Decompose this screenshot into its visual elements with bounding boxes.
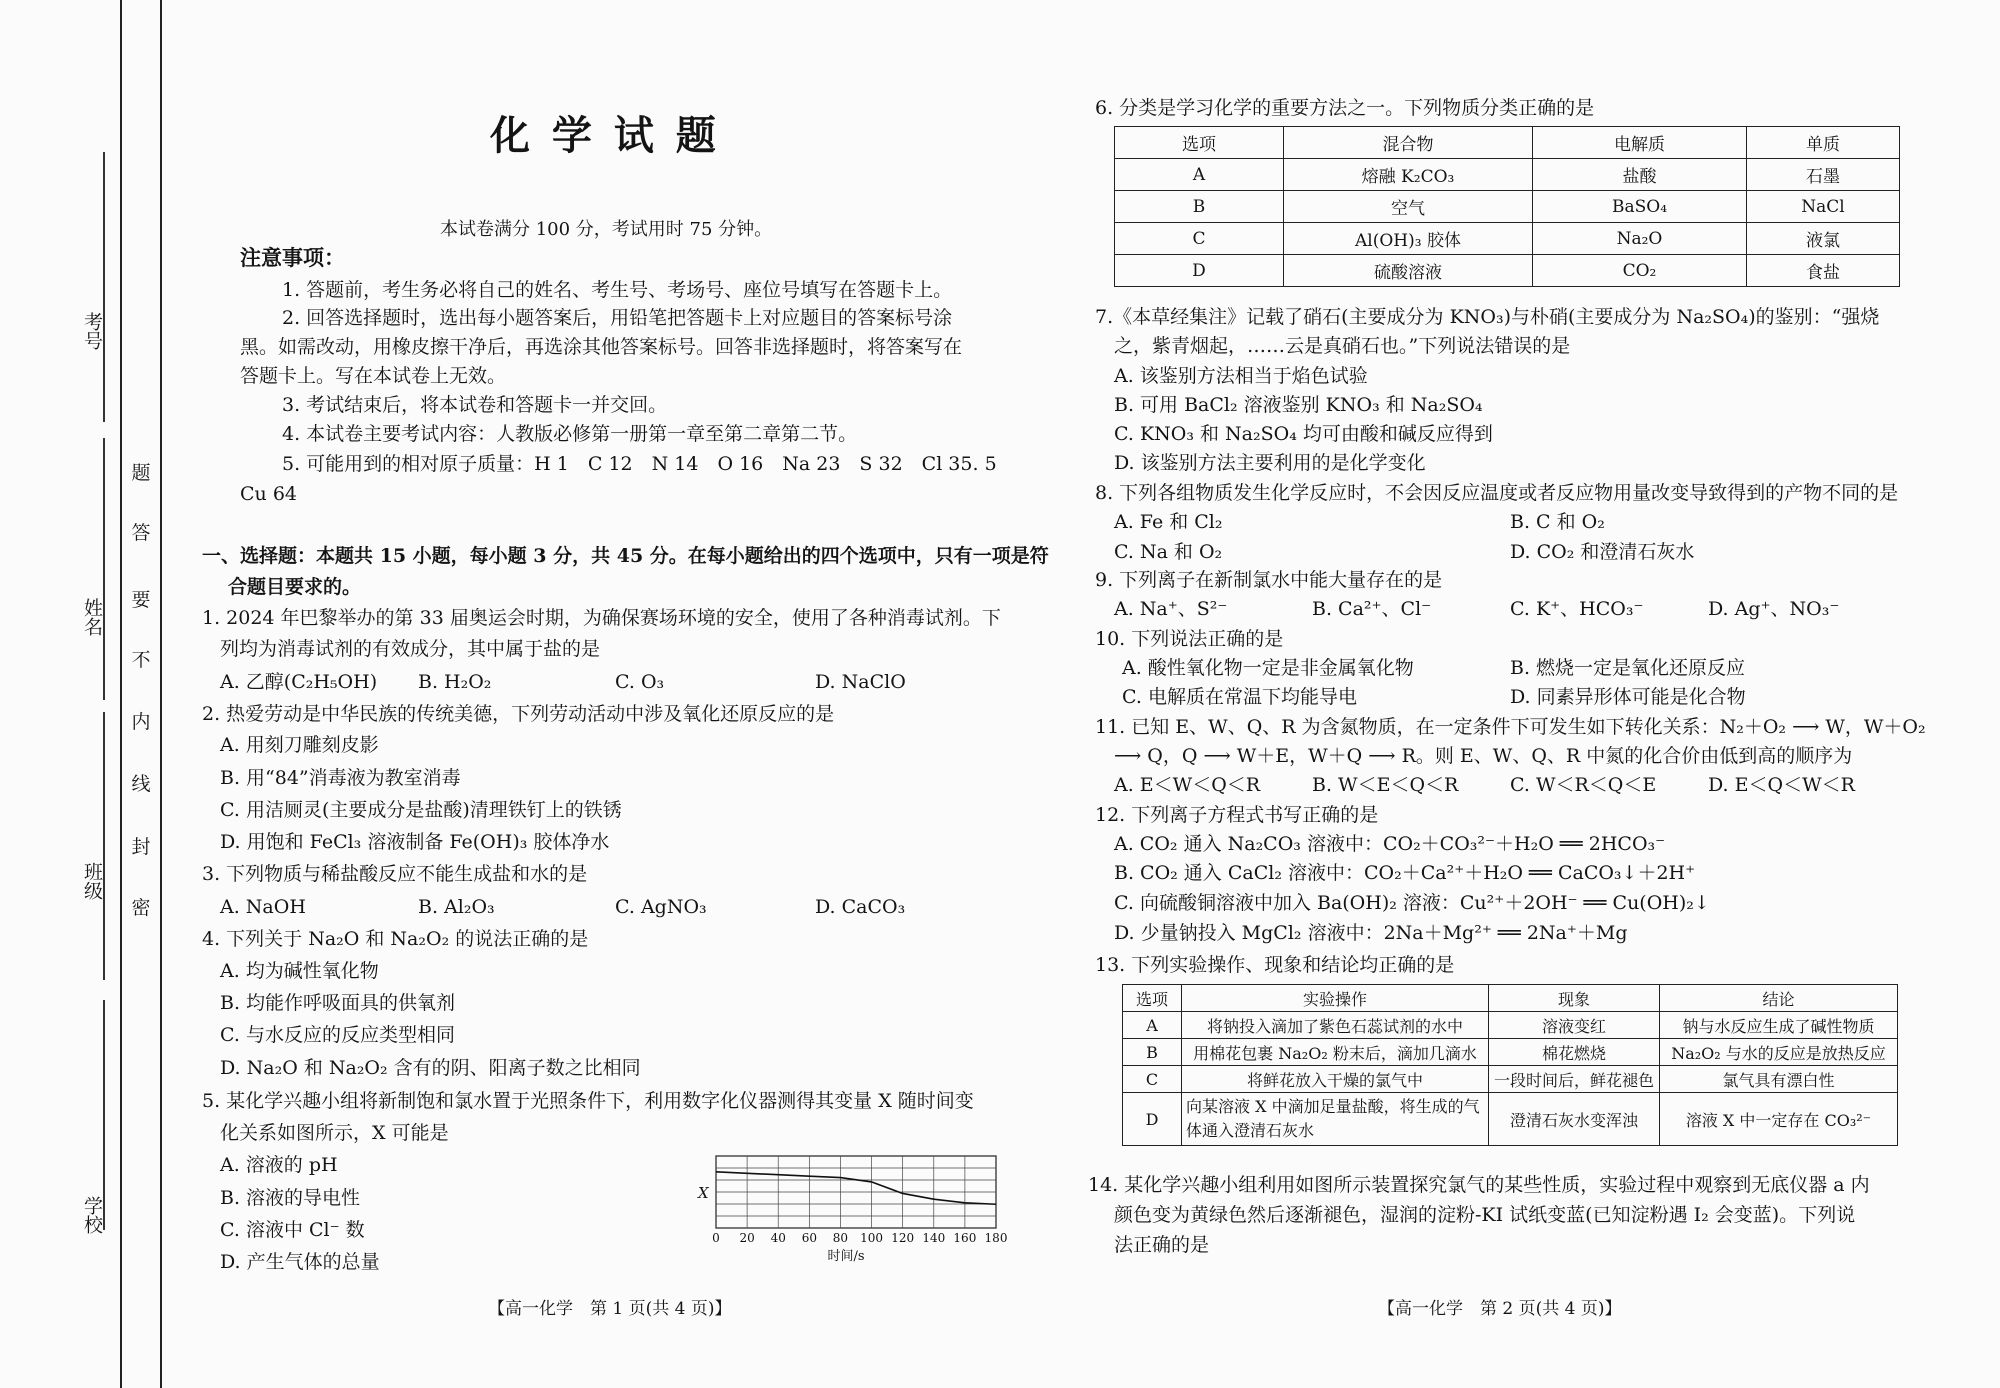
option: B. 可用 BaCl₂ 溶液鉴别 KNO₃ 和 Na₂SO₄ — [1114, 394, 1483, 416]
question-6: 6. 分类是学习化学的重要方法之一。下列物质分类正确的是 — [1095, 97, 1595, 119]
question-9: 9. 下列离子在新制氯水中能大量存在的是 — [1095, 569, 1443, 591]
seal-char: 线 — [131, 773, 151, 795]
option: A. CO₂ 通入 Na₂CO₃ 溶液中：CO₂＋CO₃²⁻＋H₂O ══ 2HCO₃⁻ — [1114, 833, 1666, 855]
x-time-chart — [690, 1148, 1010, 1264]
option: B. Al₂O₃ — [418, 896, 495, 918]
chart-series-line — [716, 1172, 996, 1204]
notice-line: Cu 64 — [240, 483, 297, 505]
question-14: 14. 某化学兴趣小组利用如图所示装置探究氯气的某些性质，实验过程中观察到无底仪器 a 内 — [1088, 1174, 1870, 1196]
xingming-line — [103, 438, 105, 700]
chart-tick-label: 20 — [739, 1231, 755, 1245]
notice-line: 1. 答题前，考生务必将自己的姓名、考生号、考场号、座位号填写在答题卡上。 — [282, 279, 953, 301]
question-8: 8. 下列各组物质发生化学反应时，不会因反应温度或者反应物用量改变导致得到的产物不同的是 — [1095, 482, 1899, 504]
chart-tick-label: 40 — [770, 1231, 786, 1245]
option: B. 溶液的导电性 — [220, 1187, 361, 1209]
question-4: 4. 下列关于 Na₂O 和 Na₂O₂ 的说法正确的是 — [202, 928, 589, 950]
table-cell: 食盐 — [1747, 255, 1900, 287]
table-header: 单质 — [1747, 127, 1900, 159]
table-cell: 澄清石灰水变浑浊 — [1489, 1093, 1660, 1146]
kaohao-label: 考号 — [81, 312, 103, 350]
table-cell: 将鲜花放入干燥的氯气中 — [1182, 1066, 1489, 1093]
chart-tick-label: 120 — [891, 1231, 915, 1245]
table-header-row — [1123, 985, 1898, 1012]
table-cell: 用棉花包裹 Na₂O₂ 粉末后，滴加几滴水 — [1182, 1039, 1489, 1066]
option: D. CO₂ 和澄清石灰水 — [1510, 541, 1695, 563]
table-row — [1115, 191, 1900, 223]
option: D. 少量钠投入 MgCl₂ 溶液中：2Na＋Mg²⁺ ══ 2Na⁺＋Mg — [1114, 922, 1628, 944]
question-7: 之，紫青烟起，……云是真硝石也。”下列说法错误的是 — [1114, 335, 1571, 357]
table-header: 结论 — [1660, 985, 1898, 1012]
table-cell: D — [1115, 255, 1284, 287]
table-header-row — [1115, 127, 1900, 159]
table-row — [1115, 223, 1900, 255]
option: B. H₂O₂ — [418, 671, 492, 693]
option: D. Na₂O 和 Na₂O₂ 含有的阴、阳离子数之比相同 — [220, 1057, 641, 1079]
table-row — [1115, 255, 1900, 287]
kaohao-line — [103, 152, 105, 422]
option: A. Fe 和 Cl₂ — [1114, 511, 1223, 533]
table-cell: 硫酸溶液 — [1284, 255, 1533, 287]
option: B. 用“84”消毒液为教室消毒 — [220, 767, 461, 789]
exam-info: 本试卷满分 100 分，考试用时 75 分钟。 — [440, 219, 773, 240]
option: A. NaOH — [220, 896, 306, 918]
table-cell: C — [1123, 1066, 1182, 1093]
experiment-table — [1122, 984, 1898, 1146]
seal-char: 内 — [131, 711, 151, 733]
page-footer: 【高一化学 第 2 页(共 4 页)】 — [1378, 1299, 1622, 1319]
question-5: 5. 某化学兴趣小组将新制饱和氯水置于光照条件下，利用数字化仪器测得其变量 X 随时间变 — [202, 1090, 974, 1112]
question-2: 2. 热爱劳动是中华民族的传统美德，下列劳动活动中涉及氧化还原反应的是 — [202, 703, 835, 725]
chart-tick-label: 160 — [953, 1231, 977, 1245]
page-footer: 【高一化学 第 1 页(共 4 页)】 — [488, 1299, 732, 1319]
option: A. E＜W＜Q＜R — [1114, 774, 1261, 796]
option: C. 溶液中 Cl⁻ 数 — [220, 1219, 365, 1241]
seal-char: 题 — [131, 462, 151, 484]
table-cell: 空气 — [1284, 191, 1533, 223]
option: B. 均能作呼吸面具的供氧剂 — [220, 992, 456, 1014]
option: D. 产生气体的总量 — [220, 1251, 380, 1273]
notice-line: 4. 本试卷主要考试内容：人教版必修第一册第一章至第二章第二节。 — [282, 423, 858, 445]
chart-y-label: X — [698, 1184, 709, 1202]
notice-line: 黑。如需改动，用橡皮擦干净后，再选涂其他答案标号。回答非选择题时，将答案写在 — [240, 336, 963, 358]
option: D. 同素异形体可能是化合物 — [1510, 686, 1746, 708]
question-10: 10. 下列说法正确的是 — [1095, 628, 1284, 650]
question-11: 11. 已知 E、W、Q、R 为含氮物质，在一定条件下可发生如下转化关系：N₂＋O₂ ⟶ W，W＋O₂ — [1095, 716, 1926, 738]
table-cell: 溶液变红 — [1489, 1012, 1660, 1039]
section-heading: 合题目要求的。 — [228, 576, 362, 598]
option: A. 乙醇(C₂H₅OH) — [220, 671, 378, 693]
notice-heading: 注意事项： — [240, 245, 345, 270]
table-row — [1123, 1039, 1898, 1066]
option: B. W＜E＜Q＜R — [1312, 774, 1459, 796]
table-cell: D — [1123, 1093, 1182, 1146]
chart-tick-label: 60 — [801, 1231, 817, 1245]
xuexiao-line — [103, 1000, 105, 1230]
chart-tick-label: 140 — [922, 1231, 946, 1245]
option: A. 该鉴别方法相当于焰色试验 — [1114, 365, 1368, 387]
xingming-label: 姓名 — [81, 598, 103, 636]
question-3: 3. 下列物质与稀盐酸反应不能生成盐和水的是 — [202, 863, 588, 885]
table-cell: 一段时间后，鲜花褪色 — [1489, 1066, 1660, 1093]
table-row — [1115, 159, 1900, 191]
table-cell: 熔融 K₂CO₃ — [1284, 159, 1533, 191]
table-row — [1123, 1066, 1898, 1093]
table-cell: A — [1123, 1012, 1182, 1039]
table-cell: Na₂O₂ 与水的反应是放热反应 — [1660, 1039, 1898, 1066]
table-header: 现象 — [1489, 985, 1660, 1012]
option: A. 酸性氧化物一定是非金属氧化物 — [1122, 657, 1414, 679]
question-14: 法正确的是 — [1114, 1234, 1210, 1256]
option: C. AgNO₃ — [615, 896, 707, 918]
seal-char: 封 — [131, 836, 151, 858]
table-cell: 溶液 X 中一定存在 CO₃²⁻ — [1660, 1093, 1898, 1146]
option: C. 用洁厕灵(主要成分是盐酸)清理铁钉上的铁锈 — [220, 799, 622, 821]
table-cell: CO₂ — [1533, 255, 1747, 287]
option: A. 均为碱性氧化物 — [220, 960, 379, 982]
option: B. C 和 O₂ — [1510, 511, 1605, 533]
table-row — [1123, 1093, 1898, 1146]
chart-tick-label: 100 — [860, 1231, 884, 1245]
seal-char: 密 — [131, 897, 151, 919]
table-header: 选项 — [1115, 127, 1284, 159]
classification-table — [1114, 126, 1900, 287]
notice-line: 2. 回答选择题时，选出每小题答案后，用铅笔把答题卡上对应题目的答案标号涂 — [282, 307, 953, 329]
option: B. CO₂ 通入 CaCl₂ 溶液中：CO₂＋Ca²⁺＋H₂O ══ CaCO₃↓＋2H⁺ — [1114, 862, 1696, 884]
question-5: 化关系如图所示，X 可能是 — [220, 1122, 449, 1144]
table-cell: 盐酸 — [1533, 159, 1747, 191]
table-header: 实验操作 — [1182, 985, 1489, 1012]
option: A. 溶液的 pH — [220, 1154, 338, 1176]
chart-tick-label: 180 — [984, 1231, 1008, 1245]
seal-char: 答 — [131, 522, 151, 544]
option: D. CaCO₃ — [815, 896, 906, 918]
option: C. Na 和 O₂ — [1114, 541, 1223, 563]
option: C. 与水反应的反应类型相同 — [220, 1024, 455, 1046]
notice-line: 5. 可能用到的相对原子质量：H 1 C 12 N 14 O 16 Na 23 S 32 Cl 35. 5 — [282, 453, 997, 475]
banji-line — [103, 712, 105, 980]
option: A. Na⁺、S²⁻ — [1114, 598, 1228, 620]
table-cell: BaSO₄ — [1533, 191, 1747, 223]
binding-line-outer — [120, 0, 122, 1388]
question-11: ⟶ Q，Q ⟶ W＋E，W＋Q ⟶ R。则 E、W、Q、R 中氮的化合价由低到高的顺序为 — [1114, 745, 1853, 767]
option: D. E＜Q＜W＜R — [1708, 774, 1855, 796]
question-7: 7.《本草经集注》记载了硝石(主要成分为 KNO₃)与朴硝(主要成分为 Na₂SO₄)的鉴别：“强烧 — [1095, 306, 1880, 328]
table-cell: 向某溶液 X 中滴加足量盐酸，将生成的气体通入澄清石灰水 — [1182, 1093, 1489, 1146]
table-header: 电解质 — [1533, 127, 1747, 159]
table-cell: Al(OH)₃ 胶体 — [1284, 223, 1533, 255]
question-1: 列均为消毒试剂的有效成分，其中属于盐的是 — [220, 638, 601, 660]
option: D. 该鉴别方法主要利用的是化学变化 — [1114, 452, 1426, 474]
table-cell: A — [1115, 159, 1284, 191]
option: C. 电解质在常温下均能导电 — [1122, 686, 1357, 708]
question-14: 颜色变为黄绿色然后逐渐褪色，湿润的淀粉-KI 试纸变蓝(已知淀粉遇 I₂ 会变蓝)。下列说 — [1114, 1204, 1856, 1226]
table-cell: Na₂O — [1533, 223, 1747, 255]
table-cell: 钠与水反应生成了碱性物质 — [1660, 1012, 1898, 1039]
option: C. KNO₃ 和 Na₂SO₄ 均可由酸和碱反应得到 — [1114, 423, 1493, 445]
table-cell: NaCl — [1747, 191, 1900, 223]
chart-tick-label: 0 — [712, 1231, 720, 1245]
chart-tick-label: 80 — [832, 1231, 849, 1245]
table-header: 选项 — [1123, 985, 1182, 1012]
binding-line-inner — [160, 0, 162, 1388]
table-row — [1123, 1012, 1898, 1039]
table-cell: 液氯 — [1747, 223, 1900, 255]
table-cell: 棉花燃烧 — [1489, 1039, 1660, 1066]
banji-label: 班级 — [81, 862, 103, 900]
option: C. 向硫酸铜溶液中加入 Ba(OH)₂ 溶液：Cu²⁺＋2OH⁻ ══ Cu(OH)₂↓ — [1114, 892, 1710, 914]
option: B. 燃烧一定是氧化还原反应 — [1510, 657, 1746, 679]
table-cell: B — [1123, 1039, 1182, 1066]
section-heading: 一、选择题：本题共 15 小题，每小题 3 分，共 45 分。在每小题给出的四个选项中，只有一项是符 — [202, 545, 1049, 567]
option: A. 用刻刀雕刻皮影 — [220, 734, 379, 756]
option: D. 用饱和 FeCl₃ 溶液制备 Fe(OH)₃ 胶体净水 — [220, 831, 610, 853]
option: B. Ca²⁺、Cl⁻ — [1312, 598, 1432, 620]
question-1: 1. 2024 年巴黎举办的第 33 届奥运会时期，为确保赛场环境的安全，使用了各种消毒试剂。下 — [202, 607, 1001, 629]
chart-x-label: 时间/s — [827, 1249, 865, 1264]
notice-line: 答题卡上。写在本试卷上无效。 — [240, 365, 507, 387]
table-cell: 将钠投入滴加了紫色石蕊试剂的水中 — [1182, 1012, 1489, 1039]
page-title: 化 学 试 题 — [490, 112, 720, 159]
table-cell: 石墨 — [1747, 159, 1900, 191]
option: C. W＜R＜Q＜E — [1510, 774, 1657, 796]
option: D. Ag⁺、NO₃⁻ — [1708, 598, 1840, 620]
option: C. K⁺、HCO₃⁻ — [1510, 598, 1644, 620]
table-cell: C — [1115, 223, 1284, 255]
seal-char: 要 — [131, 589, 151, 611]
xuexiao-label: 学校 — [81, 1196, 103, 1234]
table-header: 混合物 — [1284, 127, 1533, 159]
seal-char: 不 — [131, 649, 151, 671]
question-13: 13. 下列实验操作、现象和结论均正确的是 — [1095, 954, 1455, 976]
option: D. NaClO — [815, 671, 906, 693]
option: C. O₃ — [615, 671, 665, 693]
table-cell: B — [1115, 191, 1284, 223]
notice-line: 3. 考试结束后，将本试卷和答题卡一并交回。 — [282, 394, 668, 416]
table-cell: 氯气具有漂白性 — [1660, 1066, 1898, 1093]
question-12: 12. 下列离子方程式书写正确的是 — [1095, 804, 1379, 826]
